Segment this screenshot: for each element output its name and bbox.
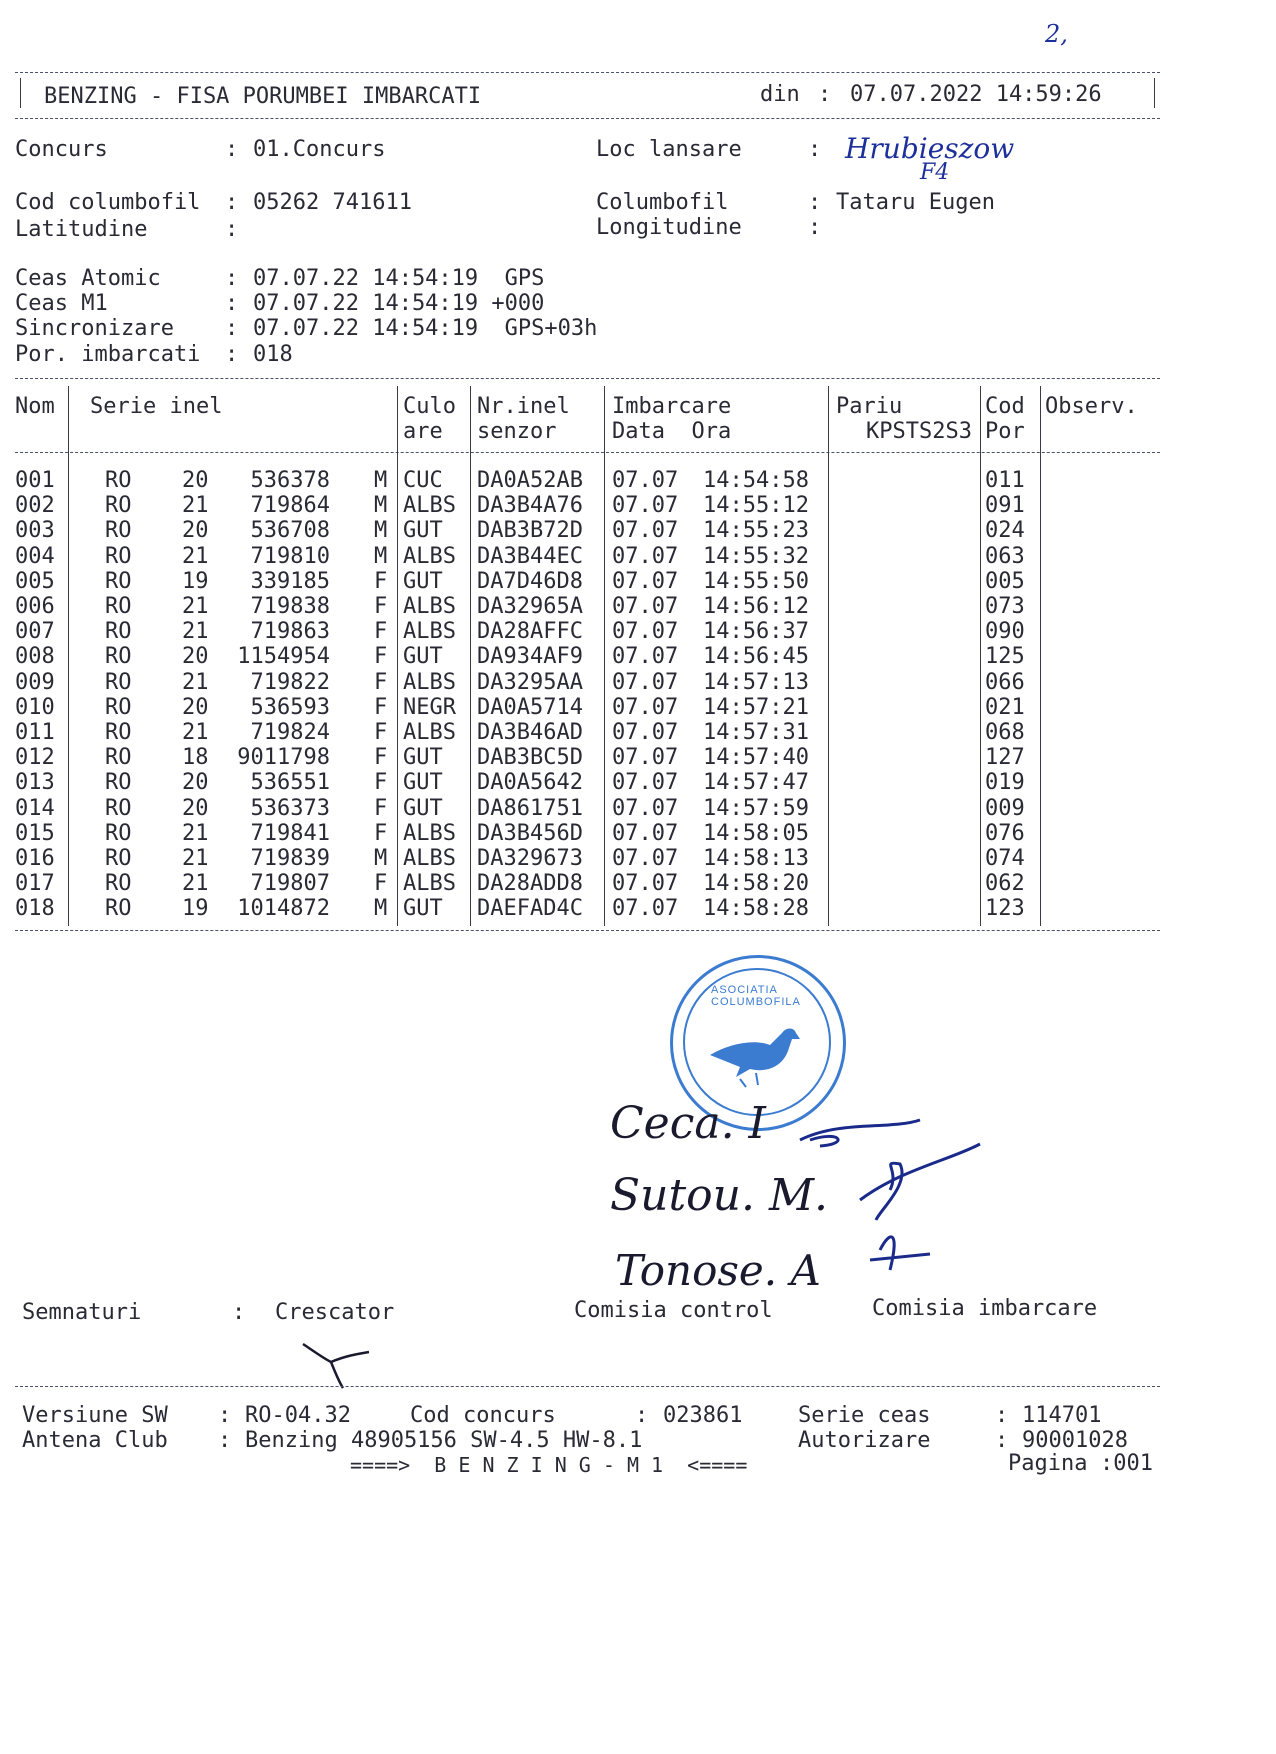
row-tara: RO [105, 820, 132, 846]
col-header-nom: Nom [15, 394, 55, 419]
row-tara: RO [105, 468, 132, 493]
row-ora: 14:58:28 [703, 896, 809, 922]
row-inel: 719841 [250, 820, 330, 846]
row-cod: 009 [985, 795, 1025, 821]
columbofil-label: Columbofil [596, 190, 729, 215]
row-ora: 14:57:40 [703, 745, 809, 771]
row-culoare: ALBS [403, 619, 456, 645]
row-an: 20 [182, 795, 209, 821]
row-nom: 006 [15, 594, 55, 619]
report-date-sep: : [818, 82, 832, 107]
concurs-sep: : [225, 137, 239, 162]
row-cod: 068 [985, 720, 1025, 745]
row-senzor: DA28AFFC [477, 619, 583, 645]
header-top-rule [15, 72, 1160, 73]
row-data: 07.07 [612, 820, 679, 846]
table-row [0, 468, 1200, 493]
row-cod: 123 [985, 896, 1025, 922]
row-senzor: DA0A52AB [477, 468, 583, 493]
col-header-imbarcare-1: Imbarcare [612, 394, 732, 419]
row-data: 07.07 [612, 619, 679, 645]
row-senzor: DA0A5714 [477, 694, 583, 720]
row-inel: 719822 [250, 669, 330, 695]
ceas-m1-sep: : [225, 291, 239, 316]
row-culoare: CUC [403, 468, 443, 493]
sincronizare-sep: : [225, 316, 239, 341]
table-top-rule [15, 378, 1160, 379]
row-inel: 9011798 [237, 745, 330, 771]
row-culoare: ALBS [403, 669, 456, 695]
row-sex: F [374, 568, 388, 594]
col-header-culoare-1: Culo [403, 394, 456, 419]
row-culoare: ALBS [403, 594, 456, 619]
row-inel: 1154954 [237, 644, 330, 670]
row-inel: 1014872 [237, 896, 330, 922]
row-sex: F [374, 770, 388, 796]
row-inel: 719838 [250, 594, 330, 619]
row-cod: 062 [985, 871, 1025, 897]
row-cod: 021 [985, 694, 1025, 720]
row-cod: 066 [985, 669, 1025, 695]
row-ora: 14:58:13 [703, 846, 809, 871]
table-row [0, 493, 1200, 518]
row-nom: 017 [15, 871, 55, 897]
table-row [0, 518, 1200, 543]
row-data: 07.07 [612, 568, 679, 594]
row-data: 07.07 [612, 518, 679, 544]
row-tara: RO [105, 745, 132, 771]
serie-ceas-sep: : [995, 1403, 1009, 1428]
row-tara: RO [105, 795, 132, 821]
row-nom: 009 [15, 669, 55, 695]
row-an: 21 [182, 594, 209, 619]
row-an: 21 [182, 846, 209, 871]
row-an: 20 [182, 644, 209, 670]
sincronizare-value: 07.07.22 14:54:19 GPS+03h [253, 316, 598, 341]
row-cod: 024 [985, 518, 1025, 544]
row-tara: RO [105, 871, 132, 897]
loc-lansare-note: F4 [920, 160, 950, 185]
row-inel: 719810 [250, 543, 330, 569]
row-sex: F [374, 594, 388, 619]
row-senzor: DA0A5642 [477, 770, 583, 796]
longitudine-sep: : [808, 215, 822, 240]
ceas-atomic-label: Ceas Atomic [15, 266, 161, 291]
row-inel: 536708 [250, 518, 330, 544]
row-senzor: DA329673 [477, 846, 583, 871]
table-row [0, 695, 1200, 720]
row-culoare: GUT [403, 896, 443, 922]
col-header-senzor-2: senzor [477, 419, 557, 444]
concurs-value: 01.Concurs [253, 137, 386, 162]
ceas-atomic-value: 07.07.22 14:54:19 GPS [253, 266, 545, 291]
antena-club-value: Benzing 48905156 SW-4.5 HW-8.1 [245, 1428, 643, 1453]
row-data: 07.07 [612, 594, 679, 619]
row-culoare: ALBS [403, 846, 456, 871]
row-an: 20 [182, 694, 209, 720]
col-header-culoare-2: are [403, 419, 443, 444]
row-an: 19 [182, 568, 209, 594]
table-row [0, 720, 1200, 745]
row-data: 07.07 [612, 770, 679, 796]
handwritten-signature-1: Ceca. I [610, 1098, 766, 1149]
row-ora: 14:57:21 [703, 694, 809, 720]
table-row [0, 770, 1200, 795]
row-ora: 14:55:23 [703, 518, 809, 544]
versiune-sw-value: RO-04.32 [245, 1403, 351, 1428]
row-senzor: DA7D46D8 [477, 568, 583, 594]
header-right-border [1154, 78, 1155, 108]
loc-lansare-sep: : [808, 137, 822, 162]
row-an: 20 [182, 468, 209, 493]
row-culoare: GUT [403, 644, 443, 670]
row-cod: 076 [985, 820, 1025, 846]
row-sex: F [374, 720, 388, 745]
row-culoare: ALBS [403, 820, 456, 846]
col-header-observ: Observ. [1045, 394, 1138, 419]
table-row [0, 544, 1200, 569]
row-tara: RO [105, 770, 132, 796]
row-sex: M [374, 543, 388, 569]
row-ora: 14:55:50 [703, 568, 809, 594]
row-culoare: NEGR [403, 694, 456, 720]
row-tara: RO [105, 518, 132, 544]
row-culoare: GUT [403, 770, 443, 796]
row-nom: 010 [15, 694, 55, 720]
comisia-control-label: Comisia control [574, 1298, 773, 1323]
col-header-cod-2: Por [985, 419, 1025, 444]
table-row [0, 796, 1200, 821]
row-data: 07.07 [612, 896, 679, 922]
row-senzor: DA28ADD8 [477, 871, 583, 897]
handwritten-signature-2: Sutou. M. [610, 1170, 829, 1221]
sincronizare-label: Sincronizare [15, 316, 174, 341]
row-ora: 14:56:45 [703, 644, 809, 670]
row-cod: 125 [985, 644, 1025, 670]
row-inel: 719807 [250, 871, 330, 897]
row-cod: 063 [985, 543, 1025, 569]
row-an: 21 [182, 871, 209, 897]
row-sex: F [374, 644, 388, 670]
row-nom: 002 [15, 493, 55, 519]
row-sex: F [374, 820, 388, 846]
row-inel: 536373 [250, 795, 330, 821]
footer-rule [15, 1386, 1160, 1387]
row-data: 07.07 [612, 720, 679, 745]
row-ora: 14:57:31 [703, 720, 809, 745]
row-data: 07.07 [612, 543, 679, 569]
col-header-serie: Serie inel [90, 394, 223, 419]
row-sex: M [374, 896, 388, 922]
row-tara: RO [105, 694, 132, 720]
row-senzor: DAB3B72D [477, 518, 583, 544]
row-nom: 001 [15, 468, 55, 493]
row-tara: RO [105, 543, 132, 569]
row-senzor: DAB3BC5D [477, 745, 583, 771]
table-header-rule [15, 452, 1160, 453]
cod-columbofil-label: Cod columbofil [15, 190, 201, 215]
row-nom: 012 [15, 745, 55, 771]
table-bottom-rule [15, 930, 1160, 931]
row-data: 07.07 [612, 669, 679, 695]
concurs-label: Concurs [15, 137, 108, 162]
stamp-text: ASOCIATIA COLUMBOFILA [711, 984, 801, 1008]
col-header-imbarcare-2: Data Ora [612, 419, 732, 444]
semnaturi-label: Semnaturi [22, 1300, 142, 1325]
row-tara: RO [105, 669, 132, 695]
row-culoare: GUT [403, 745, 443, 771]
row-data: 07.07 [612, 871, 679, 897]
col-header-pariu-1: Pariu [836, 394, 903, 419]
row-senzor: DA934AF9 [477, 644, 583, 670]
row-sex: F [374, 694, 388, 720]
row-sex: F [374, 619, 388, 645]
por-imbarcati-value: 018 [253, 342, 293, 367]
row-nom: 003 [15, 518, 55, 544]
report-date-value: 07.07.2022 14:59:26 [850, 82, 1102, 107]
row-tara: RO [105, 720, 132, 745]
row-sex: M [374, 518, 388, 544]
report-title: BENZING - FISA PORUMBEI IMBARCATI [44, 84, 482, 109]
handwritten-signature-3: Tonose. A [615, 1246, 821, 1295]
autorizare-sep: : [995, 1428, 1009, 1453]
row-cod: 090 [985, 619, 1025, 645]
row-data: 07.07 [612, 493, 679, 519]
row-sex: M [374, 493, 388, 519]
table-row [0, 871, 1200, 896]
row-tara: RO [105, 568, 132, 594]
serie-ceas-value: 114701 [1022, 1403, 1102, 1428]
row-inel: 536551 [250, 770, 330, 796]
loc-lansare-label: Loc lansare [596, 137, 742, 162]
row-sex: F [374, 871, 388, 897]
row-data: 07.07 [612, 745, 679, 771]
row-an: 21 [182, 720, 209, 745]
row-cod: 074 [985, 846, 1025, 871]
row-nom: 016 [15, 846, 55, 871]
row-an: 19 [182, 896, 209, 922]
longitudine-label: Longitudine [596, 215, 742, 240]
row-tara: RO [105, 896, 132, 922]
table-row [0, 670, 1200, 695]
row-data: 07.07 [612, 644, 679, 670]
row-an: 20 [182, 518, 209, 544]
row-senzor: DA3B4A76 [477, 493, 583, 519]
autorizare-label: Autorizare [798, 1428, 931, 1453]
report-date-label: din [760, 82, 800, 107]
serie-ceas-label: Serie ceas [798, 1403, 931, 1428]
col-header-senzor-1: Nr.inel [477, 394, 570, 419]
row-an: 20 [182, 770, 209, 796]
antena-club-label: Antena Club [22, 1428, 168, 1453]
table-row [0, 619, 1200, 644]
row-tara: RO [105, 846, 132, 871]
row-data: 07.07 [612, 694, 679, 720]
row-an: 21 [182, 619, 209, 645]
benzing-banner: ====> B E N Z I N G - M 1 <==== [350, 1453, 748, 1477]
row-inel: 719864 [250, 493, 330, 519]
row-ora: 14:55:32 [703, 543, 809, 569]
row-inel: 339185 [250, 568, 330, 594]
row-tara: RO [105, 493, 132, 519]
row-culoare: GUT [403, 568, 443, 594]
row-sex: F [374, 745, 388, 771]
row-ora: 14:56:37 [703, 619, 809, 645]
row-nom: 014 [15, 795, 55, 821]
table-row [0, 821, 1200, 846]
row-nom: 005 [15, 568, 55, 594]
row-cod: 019 [985, 770, 1025, 796]
pagina-label: Pagina [1008, 1451, 1088, 1476]
header-bottom-rule [15, 118, 1160, 119]
row-an: 21 [182, 669, 209, 695]
row-nom: 004 [15, 543, 55, 569]
columbofil-value: Tataru Eugen [836, 190, 995, 215]
antena-club-sep: : [218, 1428, 232, 1453]
row-nom: 011 [15, 720, 55, 745]
row-cod: 091 [985, 493, 1025, 519]
row-nom: 008 [15, 644, 55, 670]
cod-columbofil-value: 05262 741611 [253, 190, 412, 215]
row-culoare: GUT [403, 518, 443, 544]
autorizare-value: 90001028 [1022, 1428, 1128, 1453]
row-inel: 719863 [250, 619, 330, 645]
latitudine-sep: : [225, 217, 239, 242]
comisia-imbarcare-label: Comisia imbarcare [872, 1296, 1098, 1321]
row-culoare: GUT [403, 795, 443, 821]
row-nom: 013 [15, 770, 55, 796]
row-an: 18 [182, 745, 209, 771]
crescator-signature [295, 1332, 375, 1392]
row-cod: 073 [985, 594, 1025, 619]
row-senzor: DA3B44EC [477, 543, 583, 569]
row-inel: 536378 [250, 468, 330, 493]
table-row [0, 569, 1200, 594]
row-cod: 011 [985, 468, 1025, 493]
table-row [0, 644, 1200, 669]
row-senzor: DA3B46AD [477, 720, 583, 745]
row-inel: 536593 [250, 694, 330, 720]
row-senzor: DA32965A [477, 594, 583, 619]
page-mark: 2, [1045, 20, 1068, 48]
row-senzor: DA3B456D [477, 820, 583, 846]
row-data: 07.07 [612, 846, 679, 871]
row-nom: 018 [15, 896, 55, 922]
row-an: 21 [182, 820, 209, 846]
col-header-cod-1: Cod [985, 394, 1025, 419]
row-ora: 14:54:58 [703, 468, 809, 493]
row-an: 21 [182, 493, 209, 519]
cod-concurs-value: 023861 [663, 1403, 743, 1428]
cod-columbofil-sep: : [225, 190, 239, 215]
row-cod: 005 [985, 568, 1025, 594]
row-inel: 719824 [250, 720, 330, 745]
row-culoare: ALBS [403, 720, 456, 745]
ceas-m1-label: Ceas M1 [15, 291, 108, 316]
table-row [0, 896, 1200, 921]
row-ora: 14:56:12 [703, 594, 809, 619]
crescator-label: Crescator [275, 1300, 395, 1325]
row-data: 07.07 [612, 795, 679, 821]
row-sex: M [374, 846, 388, 871]
ceas-m1-value: 07.07.22 14:54:19 +000 [253, 291, 545, 316]
signature-scribble [780, 1100, 1000, 1280]
row-ora: 14:57:59 [703, 795, 809, 821]
row-senzor: DAEFAD4C [477, 896, 583, 922]
versiune-sw-label: Versiune SW [22, 1403, 168, 1428]
table-row [0, 594, 1200, 619]
row-ora: 14:58:20 [703, 871, 809, 897]
row-ora: 14:58:05 [703, 820, 809, 846]
pagina-value: :001 [1100, 1451, 1153, 1476]
row-ora: 14:57:13 [703, 669, 809, 695]
row-culoare: ALBS [403, 543, 456, 569]
por-imbarcati-label: Por. imbarcati [15, 342, 201, 367]
row-culoare: ALBS [403, 871, 456, 897]
row-an: 21 [182, 543, 209, 569]
table-row [0, 846, 1200, 871]
cod-concurs-sep: : [635, 1403, 649, 1428]
row-sex: F [374, 669, 388, 695]
col-header-pariu-2: KPSTS2S3 [866, 419, 972, 444]
row-sex: F [374, 795, 388, 821]
ceas-atomic-sep: : [225, 266, 239, 291]
semnaturi-sep: : [232, 1300, 246, 1325]
loc-lansare-value: Hrubieszow [845, 132, 1015, 165]
table-row [0, 745, 1200, 770]
cod-concurs-label: Cod concurs [410, 1403, 556, 1428]
row-tara: RO [105, 594, 132, 619]
row-data: 07.07 [612, 468, 679, 493]
row-ora: 14:57:47 [703, 770, 809, 796]
latitudine-label: Latitudine [15, 217, 148, 242]
row-sex: M [374, 468, 388, 493]
row-nom: 015 [15, 820, 55, 846]
row-nom: 007 [15, 619, 55, 645]
row-ora: 14:55:12 [703, 493, 809, 519]
header-left-border [20, 78, 21, 108]
row-senzor: DA3295AA [477, 669, 583, 695]
columbofil-sep: : [808, 190, 822, 215]
row-inel: 719839 [250, 846, 330, 871]
row-culoare: ALBS [403, 493, 456, 519]
row-cod: 127 [985, 745, 1025, 771]
row-tara: RO [105, 644, 132, 670]
versiune-sw-sep: : [218, 1403, 232, 1428]
row-tara: RO [105, 619, 132, 645]
row-senzor: DA861751 [477, 795, 583, 821]
por-imbarcati-sep: : [225, 342, 239, 367]
